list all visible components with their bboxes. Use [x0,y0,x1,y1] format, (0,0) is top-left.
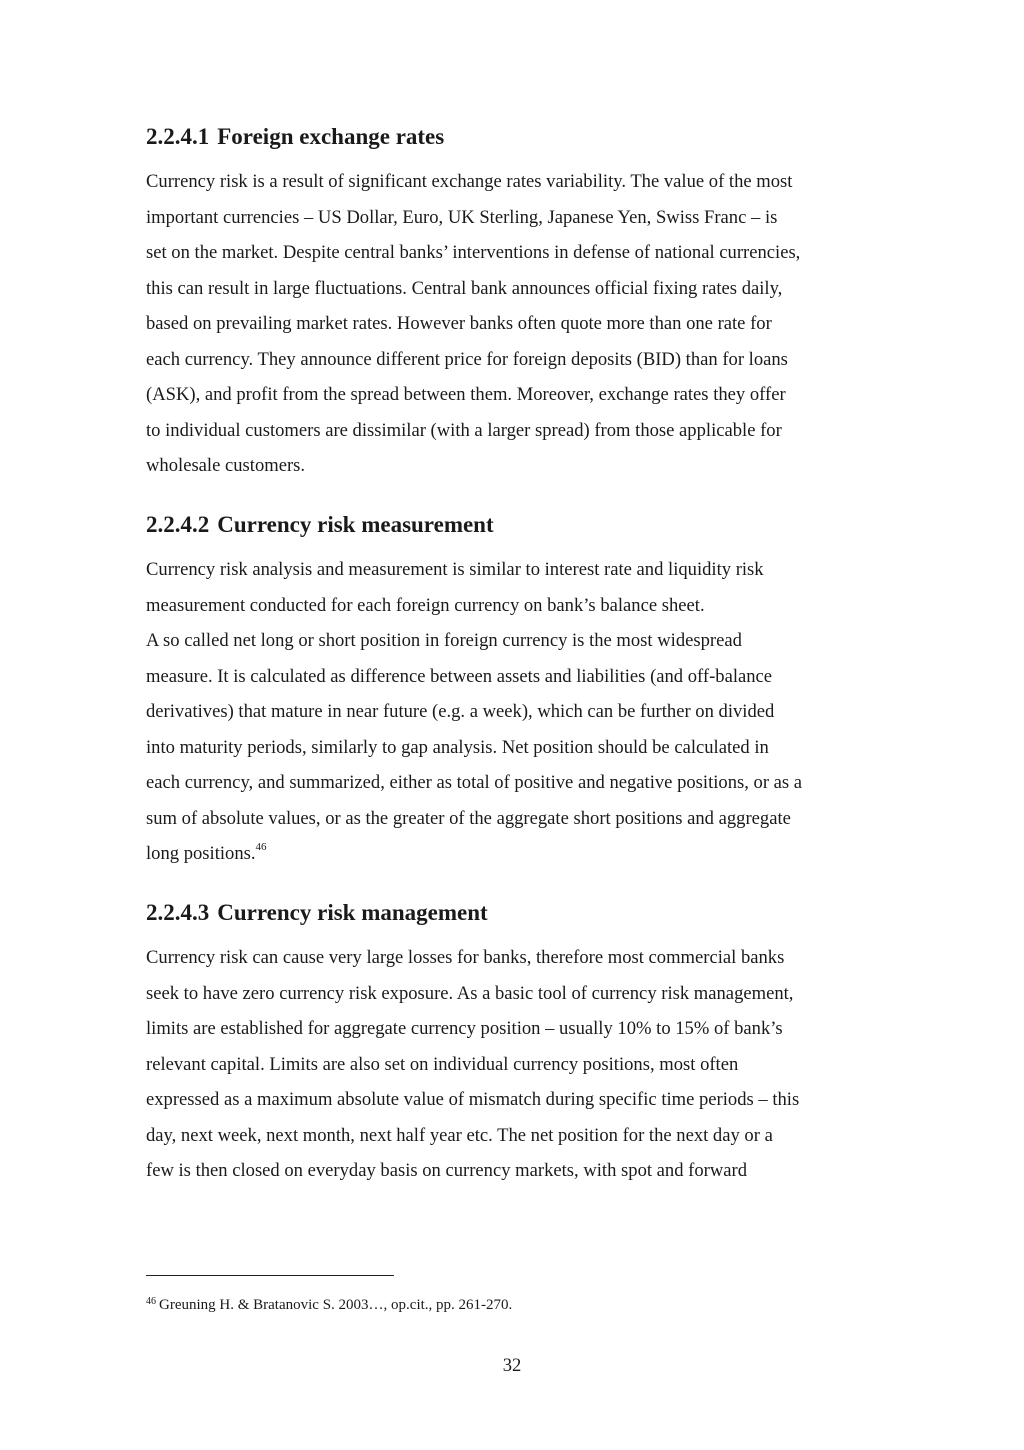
text-line: long positions. [146,843,256,864]
text-line: to individual customers are dissimilar (with a larger spread) from those applicable for [146,419,782,441]
text-line: derivatives) that mature in near future (e.g. a week), which can be further on divided [146,701,775,722]
section-title: Currency risk management [217,900,488,925]
text-line: Currency risk is a result of significant exchange rates variability. The value of the most [146,171,793,192]
footnote-mark: 46 [146,1296,156,1307]
section-number: 2.2.4.3 [146,900,210,925]
text-line: seek to have zero currency risk exposure. As a basic tool of currency risk management, [146,982,794,1004]
paragraph-currency-risk-management [146,940,886,1189]
text-line: sum of absolute values, or as the greater of the aggregate short positions and aggregate [146,807,791,829]
text-line-with-footnote [146,836,886,872]
footnote-reference[interactable]: 46 [255,841,267,853]
text-line: each currency, and summarized, either as total of positive and negative positions, or as a [146,772,803,793]
text-line: set on the market. Despite central banks’ interventions in defense of national currencies, [146,242,801,263]
text-line: this can result in large fluctuations. Central bank announces official fixing rates daily, [146,277,783,299]
page-number: 32 [502,1355,522,1376]
section-number: 2.2.4.1 [146,124,210,149]
text-line: (ASK), and profit from the spread between them. Moreover, exchange rates they offer [146,384,786,405]
footnote [146,1295,512,1315]
section-title: Currency risk measurement [217,512,494,537]
section-heading-foreign-exchange-rates [146,122,444,152]
text-line: each currency. They announce different price for foreign deposits (BID) than for loans [146,348,788,370]
section-heading-currency-risk-management [146,898,488,928]
text-line: Currency risk analysis and measurement is similar to interest rate and liquidity risk [146,559,764,580]
section-title: Foreign exchange rates [217,124,445,149]
text-line: into maturity periods, similarly to gap analysis. Net position should be calculated in [146,736,769,758]
text-line: A so called net long or short position in foreign currency is the most widespread [146,630,742,651]
section-number: 2.2.4.2 [146,512,210,537]
text-line: measure. It is calculated as difference between assets and liabilities (and off-balance [146,665,773,687]
footnote-divider [146,1275,394,1276]
text-line: expressed as a maximum absolute value of mismatch during specific time periods – this [146,1089,800,1110]
text-line: relevant capital. Limits are also set on individual currency positions, most often [146,1053,739,1075]
text-line: wholesale customers. [146,455,306,476]
text-line: few is then closed on everyday basis on currency markets, with spot and forward [146,1160,748,1181]
text-line: measurement conducted for each foreign currency on bank’s balance sheet. [146,594,705,616]
text-line: important currencies – US Dollar, Euro, UK Sterling, Japanese Yen, Swiss Franc – is [146,206,778,228]
paragraph-currency-risk-measurement [146,552,886,872]
text-line: based on prevailing market rates. However banks often quote more than one rate for [146,313,772,334]
text-line: limits are established for aggregate currency position – usually 10% to 15% of bank’s [146,1018,783,1039]
paragraph-foreign-exchange-rates [146,164,886,484]
section-heading-currency-risk-measurement [146,510,494,540]
footnote-text: Greuning H. & Bratanovic S. 2003…, op.cit., pp. 261-270. [159,1297,513,1313]
text-line: day, next week, next month, next half year etc. The net position for the next day or a [146,1124,773,1146]
text-line: Currency risk can cause very large losses for banks, therefore most commercial banks [146,947,785,968]
